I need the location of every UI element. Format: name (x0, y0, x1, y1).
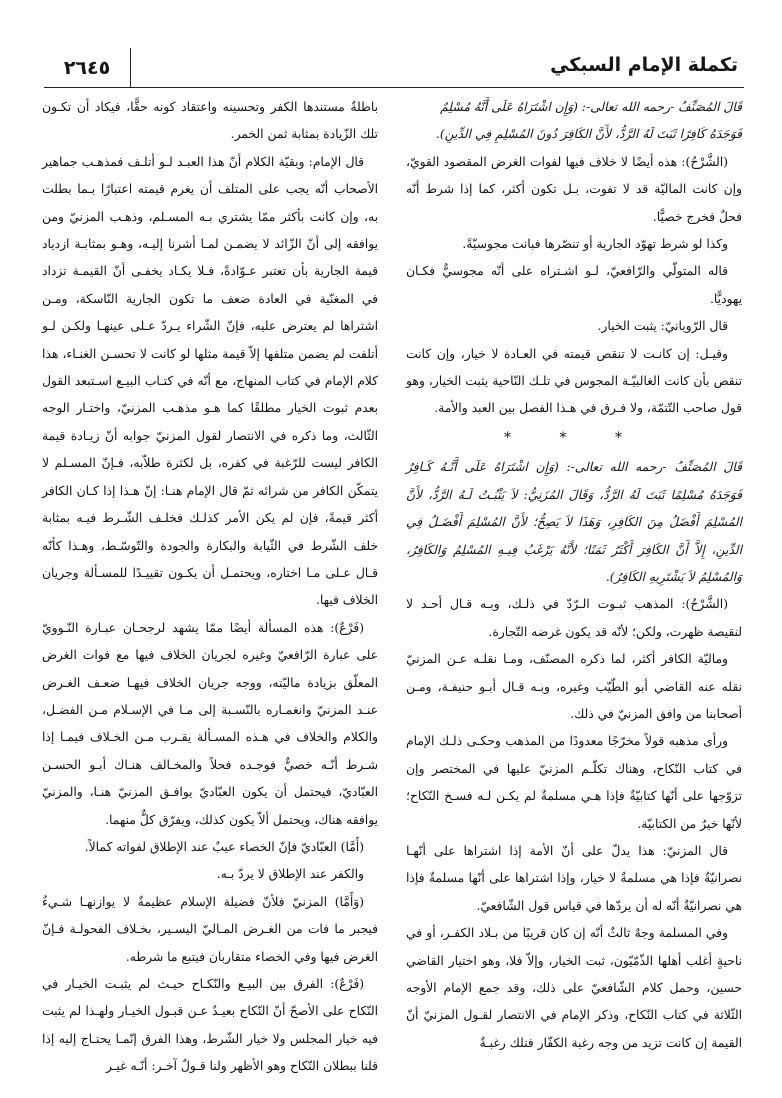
paragraph: (وَأَمَّا) المزنيّ فلأنّ فضيلة الإسلام عظيمةٌ لا يوازنهـا شـيءٌ فيجبر ما فات من الغـرض المـاليّ اليسـير، بخـلاف الفحولـة فـإنّ الغرض فيها وفي الخصاء متقاربان فيتبع ما شرطه. (42, 894, 378, 964)
paragraph: قال المزنيّ: هذا يدلّ على أنّ الأمة إذا اشتراها على أنّهـا نصرانيّةٌ فإذا هي مسلمةٌ لا خيار، وإذا اشتراها على أنّها مسلمةٌ فإذا هي نصرانيّةٌ أنّه له أن يردّها في قياس قول الشّافعيّ. (406, 843, 742, 913)
section-separator: * * * (504, 429, 644, 446)
paragraph: (الشَّرْحُ): هذه أيضًا لا خلاف فيها لفوات الغرض المقصود القويّ، وإن كانت الماليّة قد لا تفوت، بـل تكون أكثر، كما إذا شرط أنّه فحلٌ فخرج خصيًّا. (406, 154, 742, 224)
paragraph: (فَرْعٌ): الفرق بين البيـع والنّكـاح حيـث لم يثبـت الخيـار في النّكاح على الأصحّ أنّ النّكاح بعيـدٌ عـن قبـول الخيـار ولهـذا لم يثبت فيه خيار المجلس ولا خيار الشّرط، وهذا الفرق إنّمـا يحتـاج إليه إذا قلنا ببطلان النّكاح وهو الأظهر ولنا قـولٌ آخـر: أنّـه غيـر (42, 977, 378, 1074)
paragraph: فَوَجَدَهُ كَافِرًا ثَبَتَ لَهُ الرَّدُّ، لأَنَّ الكَافِرَ دُونَ المُسْلِمِ فِي الدِّينِ). (435, 127, 742, 142)
paragraph: قاله المتولّي والرّافعيّ، لـو اشـتراه على أنّه مجوسيٌّ فكـان يهوديًّا. (406, 264, 742, 306)
paragraph: قال الرّويانيّ: يثبت الخيار. (597, 319, 728, 334)
paragraph: باطلةٌ مستندها الكفر وتحسينه واعتقاد كونه حقًّا، فيكاد أن تكـون تلك الزّيادة بمثابة ثمن الخمر. (42, 100, 378, 142)
paragraph: وماليّة الكافر أكثر، لما ذكره المصنّف، ومـا نقلـه عـن المزنيّ نقله عنه القاضي أبو الطّيّب وغيره، وبـه قـال أبـو حنيفـة، ومـن أصحابنا من وافق المزنيّ في ذلك. (406, 652, 742, 721)
page-title: تكملة الإمام السبكي (550, 54, 738, 76)
paragraph: (الشَّرْحُ): المذهب ثبـوت الـرّدّ في ذلـك، وبـه قـال أحـد لا لنقيصة ظهرت، ولكن؛ لأنّه قد يكون غرضه التّجارة. (406, 597, 742, 639)
paragraph: (فَرْعٌ): هذه المسألة أيضًا ممّا يشهد لرجحـان عبـارة النّـوويّ على عبارة الرّافعيّ وغيره لجريان الخلاف فيها مع فوات الغرض المعلّق بزيادة ماليّته، ووجه جريان الخلاف فيهـا ضعـف الغـرض عنـد المزنيّ وانغمـاره بالنّسـبة إلى مـا في الإسـلام مـن الفضـل، والكلام والخلاف في هـذه المسـألة يقـرب مـن الخـلاف فيمـا إذا شـرط أنّـه خصيٌّ فوجـده فحلاً والمخـالف هنـاك أبـو الحسـن العبّاديّ، فيحتمل أن يكون العبّاديّ يوافـق المزنيّ هنـا، والمزنيّ يوافقه هناك، ويحتمل ألاّ يكون كذلك، ويفرّق كلٌّ منهما. (42, 620, 378, 827)
page-number: ٢٦٤٥ (44, 48, 131, 88)
paragraph: قَالَ المُصَنِّفُ -رحمه الله تعالى-: (وَإِن اشْتَرَاهُ عَلَى أَنَّهُ مُسْلِمٌ (440, 100, 742, 114)
paragraph: قَالَ المُصَنِّفُ -رحمه الله تعالى-: (وَإِن اشْتَرَاهُ عَلَى أَنَّـهُ كَـافِرٌ فَوَجَدَهُ مُسْلِمًا ثَبَتَ لَهُ الرَّدُّ، وَقَالَ المُزَنِيُّ: لاَ يَثْبُـتُ لَـهُ الرَّدُّ، لأَنَّ المُسْلِمَ أَفْضَلُ مِنَ الكَافِرِ، وَهَذَا لاَ يَصِحُّ؛ لأَنَّ المُسْلِمَ أَفْضَـلُ فِي الدِّينِ، إِلاَّ أَنَّ الكَافِرَ أَكْثَرُ ثَمَنًا؛ لأَنَّهُ يَرْغَبُ فِيـهِ المُسْلِمُ وَالكَافِرُ، وَالمُسْلِمُ لاَ يَشْتَرِيهِ الكَافِرُ). (406, 460, 742, 584)
paragraph: (أَمَّا) العبّاديّ فإنّ الخصاء عيبٌ عند الإطلاق لفواته كمالاً. (84, 839, 364, 854)
page-header (44, 48, 744, 88)
header-divider (44, 87, 744, 88)
paragraph: ورأى مذهبه قولاً مخرّجًا معدودًا من المذهب وحكـى ذلـك الإمام في كتاب النّكاح، وهناك تكلّـم المزنيّ عليها في المختصر وإن تزوّجها على أنّها كتابيّةٌ فإذا هـي مسلمةٌ لم يكـن لـه فسـخ النّكاح؛ لأنّها خيرٌ من الكتابيّة. (406, 734, 742, 831)
left-column (42, 94, 378, 1081)
paragraph: وقيـل: إن كانـت لا تنقص قيمته في العـادة لا خيار، وإن كانت تنقص بأن كانت الغالبيّـة المجوس في تلـك النّاحية يثبت الخيار، وهو قول صاحب التّتمّة، ولا فـرق في هـذا الفصل بين العبد والأمة. (406, 346, 742, 416)
paragraph: وفي المسلمة وجهٌ ثالثٌ أنّه إن كان قريبًا من بـلاد الكفـر، أو في ناحيةٍ أغلب أهلها الذّمّيّون، ثبت الخيار، وإلاّ فلا، وهو اختيار القاضي حسين، وحمل كلام الشّافعيّ على ذلك، وقد جمع الإمام الأوجه الثّلاثة في كتاب النّكاح، وذكر الإمام في الانتصار لقـول المزنيّ أنّ القيمة إن كانت تزيد من وجه رغبة الكفّار فتلك رغبـةٌ (406, 926, 742, 1050)
paragraph: والكفر عند الإطلاق لا يردّ بـه. (216, 867, 364, 882)
paragraph: وكذا لو شرط تهوّد الجارية أو تنصّرها فبانت مجوسيّةً. (462, 237, 728, 252)
right-column (406, 94, 742, 1057)
paragraph: قال الإمام: وبقيّة الكلام أنّ هذا العبـد لـو أتلـف فمذهـب جماهير الأصحاب أنّه يجب على المتلف أن يغرم قيمته اعتبارًا بـما بطلت به، وإن كانت بأكثر ممّا يشتري بـه المسـلم، وذهـب المزنيّ ومن يوافقه إلى أنّ الزّائد لا يضمـن لمـا أشرنا إليـه، وهـو بمثابـة ازدياد قيمة الجارية بأن تعتبر عـوّادةً، فـلا يكـاد يخفـى أنّ القيمـة تزداد في المغنّية في العادة ضعف ما تكون الجارية النّاسكة، ومـن اشتراها لم يعترض عليه، فإنّ الشّراء يـردّ عـلى عينهـا ولكـن لـو أتلفت لم يضمن متلفها إلاّ قيمة مثلها لو كانت لا تحسـن الغنـاء، هذا كلام الإمام في كتاب المنهاج، مع أنّه في كتـاب البيـع اسـتبعد القول بعدم ثبوت الخيار مطلقًا كما هـو مذهـب المزنيّ، واختـار الوجه الثّالث، وما ذكره في الانتصار لقول المزنيّ جوابه أنّ زيـادة قيمة الكافر ليست للرّغبة في كفره، بل لكثرة طلاّبه، فـإنّ المسـلم لا يتمكّن الكافر من شرائه ثمّ قال الإمام هنـا: إنّ هـذا إذا كـان الكافر أكثر قيمةً، فإن لم يكن الأمر كذلـك فخلـف الشّـرط فيـه بمثابة خلف الشّرط في الثّيابة والبكارة والجودة والتّوسّـط، وهـذا كأنّه قـال عـلى مـا اختاره، ويحتمـل أن يكـون تقييـدًا للمسـألة وجريان الخلاف فيها. (42, 154, 378, 608)
